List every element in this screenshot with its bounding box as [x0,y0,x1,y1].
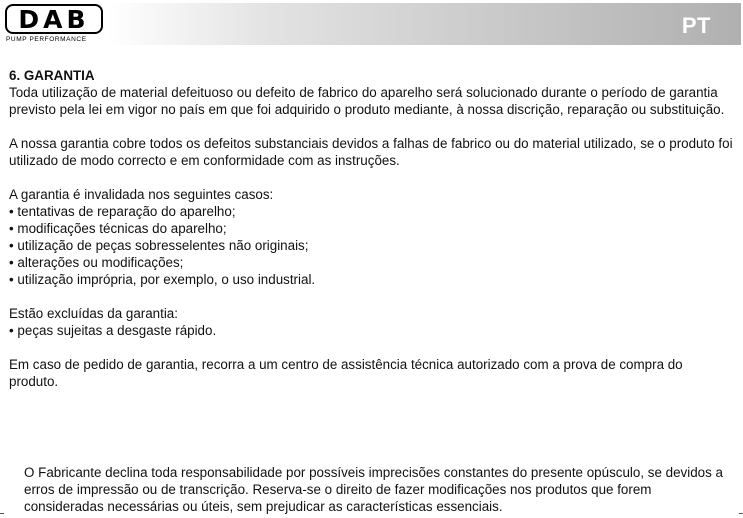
invalid-list [9,203,734,288]
section-title: 6. GARANTIA [9,68,95,83]
list-item: • utilização imprópria, por exemplo, o uso industrial. [9,271,734,288]
list-item: • peças sujeitas a desgaste rápido. [9,322,734,339]
warranty-section [9,67,734,390]
list-item: • modificações técnicas do aparelho; [9,220,734,237]
list-item: • utilização de peças sobresselentes não originais; [9,237,734,254]
logo-badge [5,4,103,34]
list-item: • alterações ou modificações; [9,254,734,271]
edge-mark-right [739,513,743,514]
intro-paragraph: Toda utilização de material defeituoso ou defeito de fabrico do aparelho será solucionado durante o período de garantia previsto pela lei em vigor no país em que foi adquirido o produto mediante, à nossa discrição, reparação ou substituição. [9,85,725,117]
coverage-paragraph: A nossa garantia cobre todos os defeitos substanciais devidos a falhas de fabrico ou do material utilizado, se o produto foi utilizado de modo correcto e em conformidade com as instruções. [9,136,733,168]
logo-tagline: PUMP PERFORMANCE [6,36,87,43]
manufacturer-disclaimer: O Fabricante declina toda responsabilidade por possíveis imprecisões constantes do presente opúsculo, se devidos a erros de impressão ou de transcrição. Reserva-se o direito de fazer modificações nos produtos que forem consideradas necessárias ou úteis, sem prejudicar as características essenciais. [24,465,723,514]
header-gradient-bar [108,3,741,45]
edge-mark-left [0,513,4,514]
claim-paragraph: Em caso de pedido de garantia, recorra a um centro de assistência técnica autorizado com a prova de compra do produto. [9,357,683,389]
excluded-list [9,322,734,339]
language-code: PT [681,13,711,38]
list-item: • tentativas de reparação do aparelho; [9,203,734,220]
page-header [0,0,743,48]
invalid-heading: A garantia é invalidada nos seguintes casos: [9,187,274,202]
logo-brand-text: DAB [18,5,90,34]
excluded-heading: Estão excluídas da garantia: [9,306,178,321]
dab-logo [2,4,106,46]
